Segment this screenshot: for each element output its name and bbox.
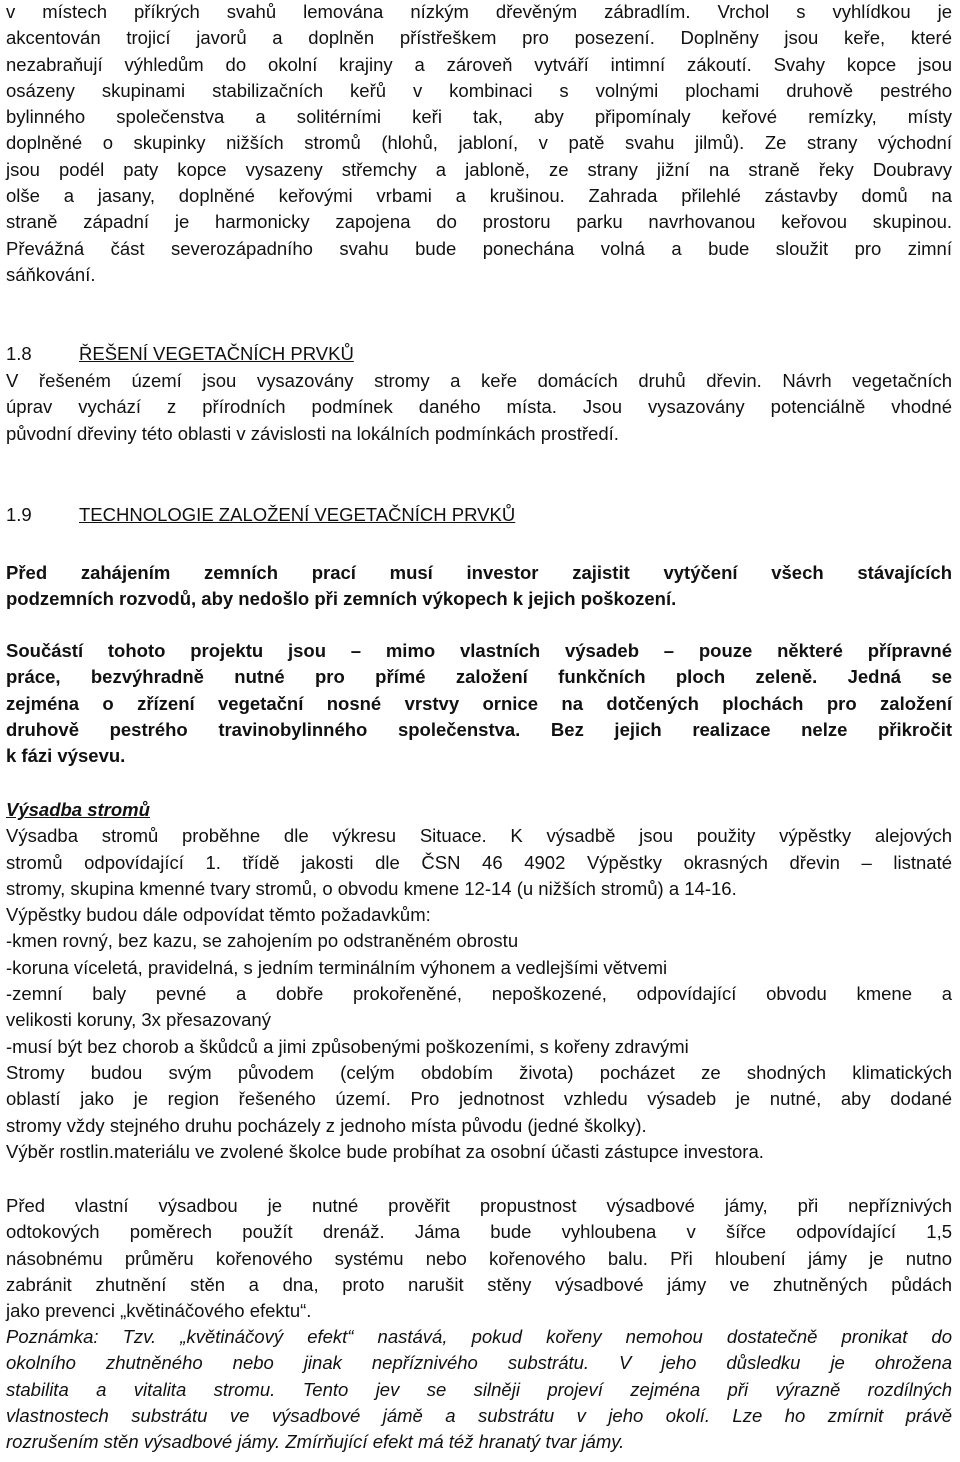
text-line: Součástí tohoto projektu jsou – mimo vlastních výsadeb – pouze některé přípravné (6, 640, 952, 661)
text-line: Převážná část severozápadního svahu bude ponechána volná a bude sloužit pro zimní (6, 237, 952, 259)
text-line: vlastnostech substrátu ve výsadbové jámě a substrátu v jeho okolí. Lze ho zmírnit právě (6, 1404, 952, 1426)
text-line: doplněné o skupinky nižších stromů (hlohů, jabloní, v patě svahu jilmů). Ze strany východní (6, 132, 952, 154)
text-line: stromy, skupina kmenné tvary stromů, o obvodu kmene 12-14 (u nižších stromů) a 14-16. (6, 877, 737, 899)
text-line: úprav vychází z přírodních podmínek daného místa. Jsou vysazovány potenciálně vhodné (6, 396, 952, 418)
section-number: 1.9 (6, 504, 32, 525)
text-line: jsou podél paty kopce vysazeny střemchy a jabloně, ze strany jižní na straně řeky Doubravy (6, 158, 952, 180)
section-title: TECHNOLOGIE ZALOŽENÍ VEGETAČNÍCH PRVKŮ (79, 504, 516, 525)
text-line: v místech příkrých svahů lemována nízkým dřevěným zábradlím. Vrchol s vyhlídkou je (6, 1, 952, 22)
text-line: V řešeném území jsou vysazovány stromy a keře domácích druhů dřevin. Návrh vegetačních (6, 370, 952, 391)
text-line: Stromy budou svým původem (celým obdobím života) pocházet ze shodných klimatických (6, 1061, 952, 1083)
section-1-8-paragraph (6, 368, 952, 447)
text-line: Před vlastní výsadbou je nutné prověřit propustnost výsadbové jámy, při nepříznivých (6, 1195, 952, 1216)
subsection-heading: Výsadba stromů (6, 799, 150, 820)
text-line: násobnému průměru kořenového systému nebo kořenového balu. Při hloubení jámy je nutno (6, 1247, 952, 1269)
text-line: osázeny skupinami stabilizačních keřů v kombinaci s volnými plochami druhově pestrého (6, 79, 952, 101)
text-line: Výsadba stromů proběhne dle výkresu Situace. K výsadbě jsou použity výpěstky alejových (6, 825, 952, 847)
text-line: Výběr rostlin.materiálu ve zvolené školce bude probíhat za osobní účasti zástupce investora. (6, 1140, 764, 1162)
text-line: velikosti koruny, 3x přesazovaný (6, 1009, 271, 1031)
section-number: 1.8 (6, 343, 32, 364)
vysadba-section (6, 797, 952, 1165)
text-line: -kmen rovný, bez kazu, se zahojením po odstraněném obrostu (6, 930, 519, 952)
text-line: zabránit zhutnění stěn a dna, proto narušit stěny výsadbové jámy ve zhutněných půdách (6, 1273, 952, 1295)
text-line: Výpěstky budou dále odpovídat těmto požadavkům: (6, 904, 431, 926)
text-line: druhově pestrého travinobylinného společenstva. Bez jejich realizace nelze přikročit (6, 718, 952, 740)
text-line: Před zahájením zemních prací musí investor zajistit vytýčení všech stávajících (6, 562, 952, 583)
text-line: Poznámka: Tzv. „květináčový efekt“ nastává, pokud kořeny nemohou dostatečně pronikat do (6, 1326, 952, 1347)
text-line: práce, bezvýhradně nutné pro přímé založení funkčních ploch zeleně. Jedná se (6, 666, 952, 688)
text-line: -zemní baly pevné a dobře prokořeněné, nepoškozené, odpovídající obvodu kmene a (6, 983, 952, 1005)
text-line: -koruna víceletá, pravidelná, s jedním terminálním výhonem a vedlejšími větvemi (6, 956, 668, 978)
text-line: sáňkování. (6, 263, 96, 285)
text-line: stromy vždy stejného druhu pocházely z jednoho místa původu (jedné školky). (6, 1114, 647, 1136)
jamy-paragraph (6, 1193, 952, 1324)
text-line: původní dřeviny této oblasti v závislosti na lokálních podmínkách prostředí. (6, 422, 619, 444)
section-heading-1-8 (6, 341, 952, 367)
note-paragraph (6, 1324, 952, 1455)
vysadba-paragraph (6, 823, 952, 1165)
text-line: jako prevenci „květináčového efektu“. (6, 1300, 312, 1322)
bold-paragraph-1 (6, 560, 952, 613)
bold-paragraph-2 (6, 638, 952, 769)
intro-paragraph (6, 0, 952, 288)
text-line: stabilita a vitalita stromu. Tento jev se silněji projeví zejména při výrazně rozdílných (6, 1378, 952, 1400)
text-line: straně západní je harmonicky zapojena do prostoru parku navrhovanou keřovou skupinou. (6, 211, 952, 233)
text-line: -musí být bez chorob a škůdců a jimi způsobenými poškozeními, s kořeny zdravými (6, 1035, 689, 1057)
text-line: odtokových poměrech použít drenáž. Jáma bude vyhloubena v šířce odpovídající 1,5 (6, 1221, 952, 1243)
text-line: akcentován trojicí javorů a doplněn přístřeškem pro posezení. Doplněny jsou keře, které (6, 27, 952, 49)
text-line: podzemních rozvodů, aby nedošlo při zemních výkopech k jejich poškození. (6, 588, 677, 610)
text-line: olše a jasany, doplněné keřovými vrbami a krušinou. Zahrada přilehlé zástavby domů na (6, 185, 952, 207)
text-line: oblastí jako je region řešeného území. Pro jednotnost vzhledu výsadeb je nutné, aby dodané (6, 1088, 952, 1110)
text-line: k fázi výsevu. (6, 745, 126, 767)
text-line: stromů odpovídající 1. třídě jakosti dle ČSN 46 4902 Výpěstky okrasných dřevin – listnaté (6, 851, 952, 873)
section-title: ŘEŠENÍ VEGETAČNÍCH PRVKŮ (79, 343, 354, 364)
text-line: zejména o zřízení vegetační nosné vrstvy ornice na dotčených plochách pro založení (6, 692, 952, 714)
text-line: nezabraňují výhledům do okolní krajiny a zároveň vytváří intimní zákoutí. Svahy kopce jsou (6, 53, 952, 75)
text-line: rozrušením stěn výsadbové jámy. Zmírňující efekt má též hranatý tvar jámy. (6, 1431, 625, 1453)
text-line: bylinného společenstva a solitérními keři tak, aby připomínaly keřové remízky, místy (6, 106, 952, 128)
text-line: okolního zhutněného nebo jinak nepříznivého substrátu. V jeho důsledku je ohrožena (6, 1352, 952, 1374)
section-heading-1-9 (6, 502, 952, 528)
